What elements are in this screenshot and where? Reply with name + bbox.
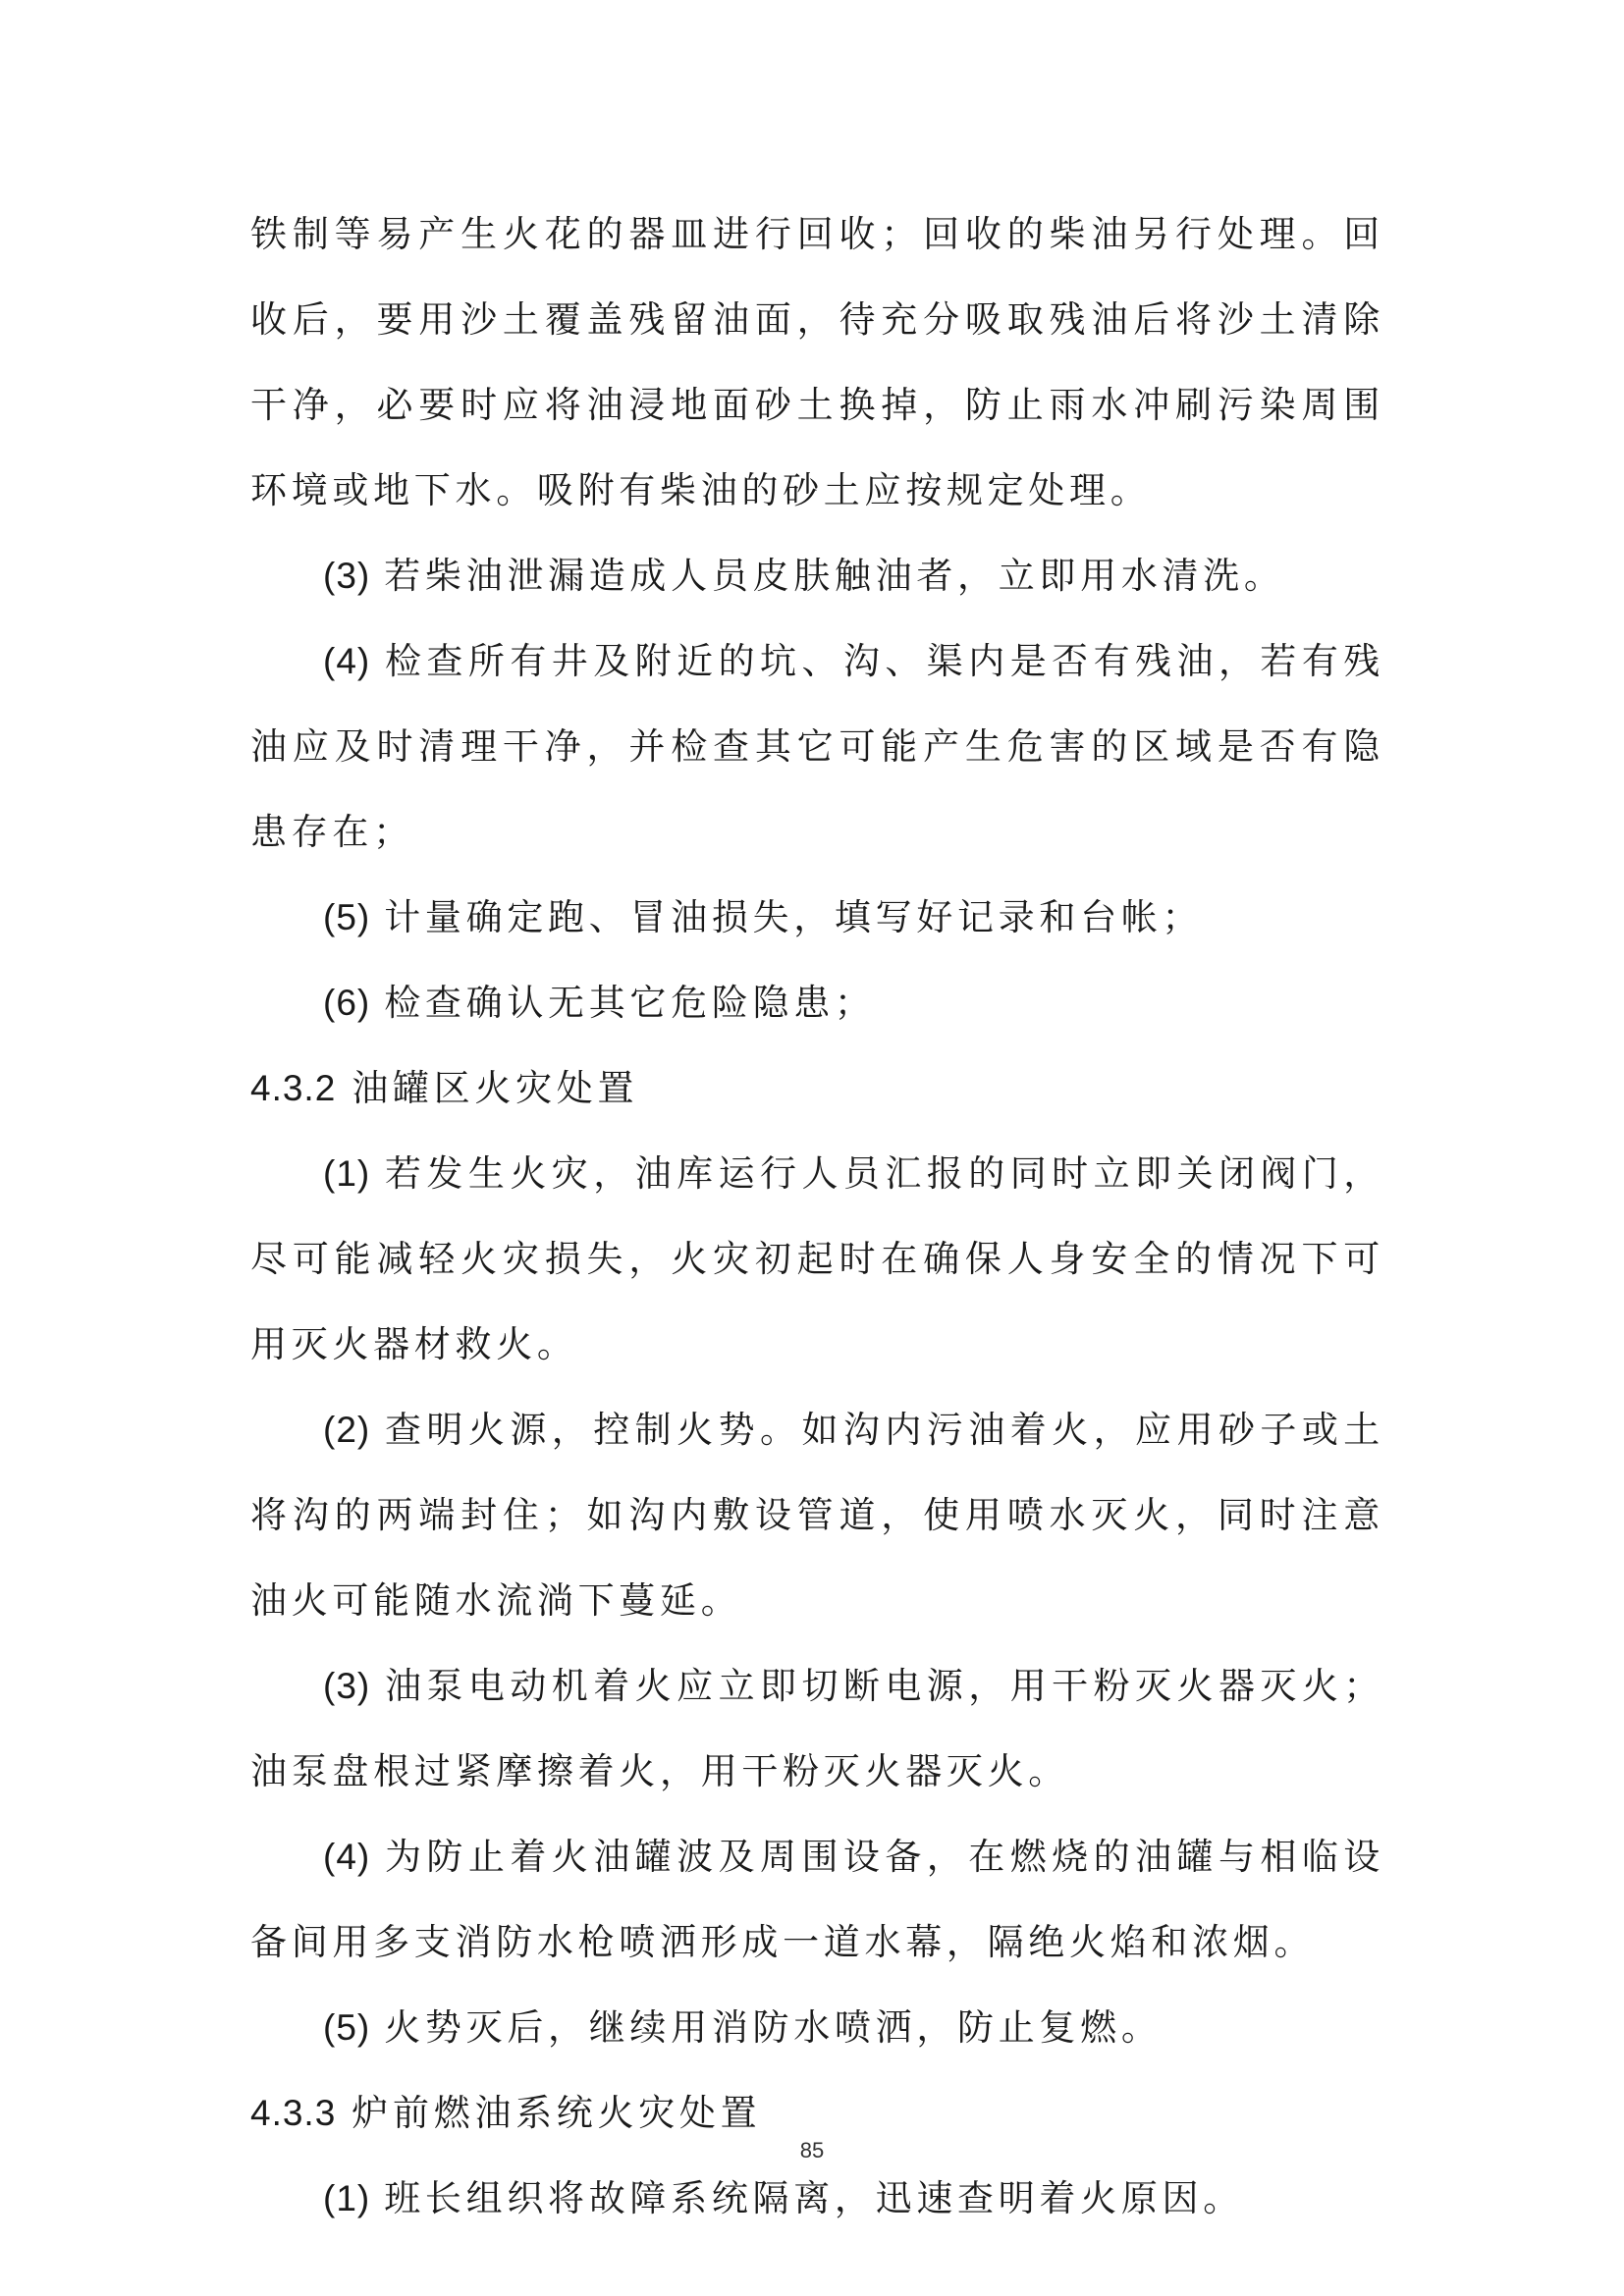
list-item <box>250 618 1384 875</box>
list-item <box>250 1131 1384 1387</box>
document-body <box>250 191 1384 2241</box>
list-item <box>250 1814 1384 1985</box>
list-item <box>250 960 1384 1045</box>
item-text: 查明火源，控制火势。如沟内污油着火，应用砂子或土将沟的两端封住；如沟内敷设管道，使用喷水灭火，同时注意油火可能随水流淌下蔓延。 <box>250 1409 1384 1622</box>
item-number: (3) <box>323 1666 371 1706</box>
list-item <box>250 1643 1384 1814</box>
item-text: 检查所有井及附近的坑、沟、渠内是否有残油，若有残油应及时清理干净，并检查其它可能产生危害的区域是否有隐患存在； <box>250 640 1384 853</box>
item-number: (1) <box>323 1153 371 1194</box>
section-title: 油罐区火灾处置 <box>352 1067 639 1109</box>
item-number: (4) <box>323 641 371 681</box>
item-text: 若发生火灾，油库运行人员汇报的同时立即关闭阀门，尽可能减轻火灾损失，火灾初起时在确保人身安全的情况下可用灭火器材救火。 <box>250 1152 1384 1365</box>
item-text: 油泵电动机着火应立即切断电源，用干粉灭火器灭火；油泵盘根过紧摩擦着火，用干粉灭火器灭火。 <box>250 1665 1384 1792</box>
item-text: 若柴油泄漏造成人员皮肤触油者，立即用水清洗。 <box>384 555 1285 597</box>
item-number: (5) <box>323 897 371 937</box>
list-item <box>250 1985 1384 2070</box>
list-item <box>250 2156 1384 2241</box>
section-number: 4.3.2 <box>250 1068 337 1108</box>
paragraph-text: 铁制等易产生火花的器皿进行回收；回收的柴油另行处理。回收后，要用沙土覆盖残留油面，待充分吸取残油后将沙土清除干净，必要时应将油浸地面砂土换掉，防止雨水冲刷污染周围环境或地下水。吸附有柴油的砂土应按规定处理。 <box>250 213 1384 511</box>
item-number: (5) <box>323 2007 371 2048</box>
item-number: (4) <box>323 1837 371 1877</box>
item-text: 班长组织将故障系统隔离，迅速查明着火原因。 <box>384 2177 1244 2219</box>
item-text: 为防止着火油罐波及周围设备，在燃烧的油罐与相临设备间用多支消防水枪喷洒形成一道水幕，隔绝火焰和浓烟。 <box>250 1836 1384 1963</box>
item-text: 计量确定跑、冒油损失，填写好记录和台帐； <box>384 896 1204 938</box>
section-number: 4.3.3 <box>250 2093 337 2133</box>
item-number: (3) <box>323 556 371 596</box>
section-title: 炉前燃油系统火灾处置 <box>352 2092 762 2134</box>
item-text: 检查确认无其它危险隐患； <box>384 982 876 1024</box>
item-number: (6) <box>323 983 371 1023</box>
section-heading <box>250 1045 1384 1131</box>
page-number: 85 <box>799 2138 825 2163</box>
item-number: (1) <box>323 2178 371 2218</box>
list-item <box>250 533 1384 618</box>
list-item <box>250 1387 1384 1643</box>
paragraph-continuation <box>250 191 1384 533</box>
list-item <box>250 875 1384 960</box>
item-text: 火势灭后，继续用消防水喷洒，防止复燃。 <box>384 2006 1163 2049</box>
item-number: (2) <box>323 1410 371 1450</box>
